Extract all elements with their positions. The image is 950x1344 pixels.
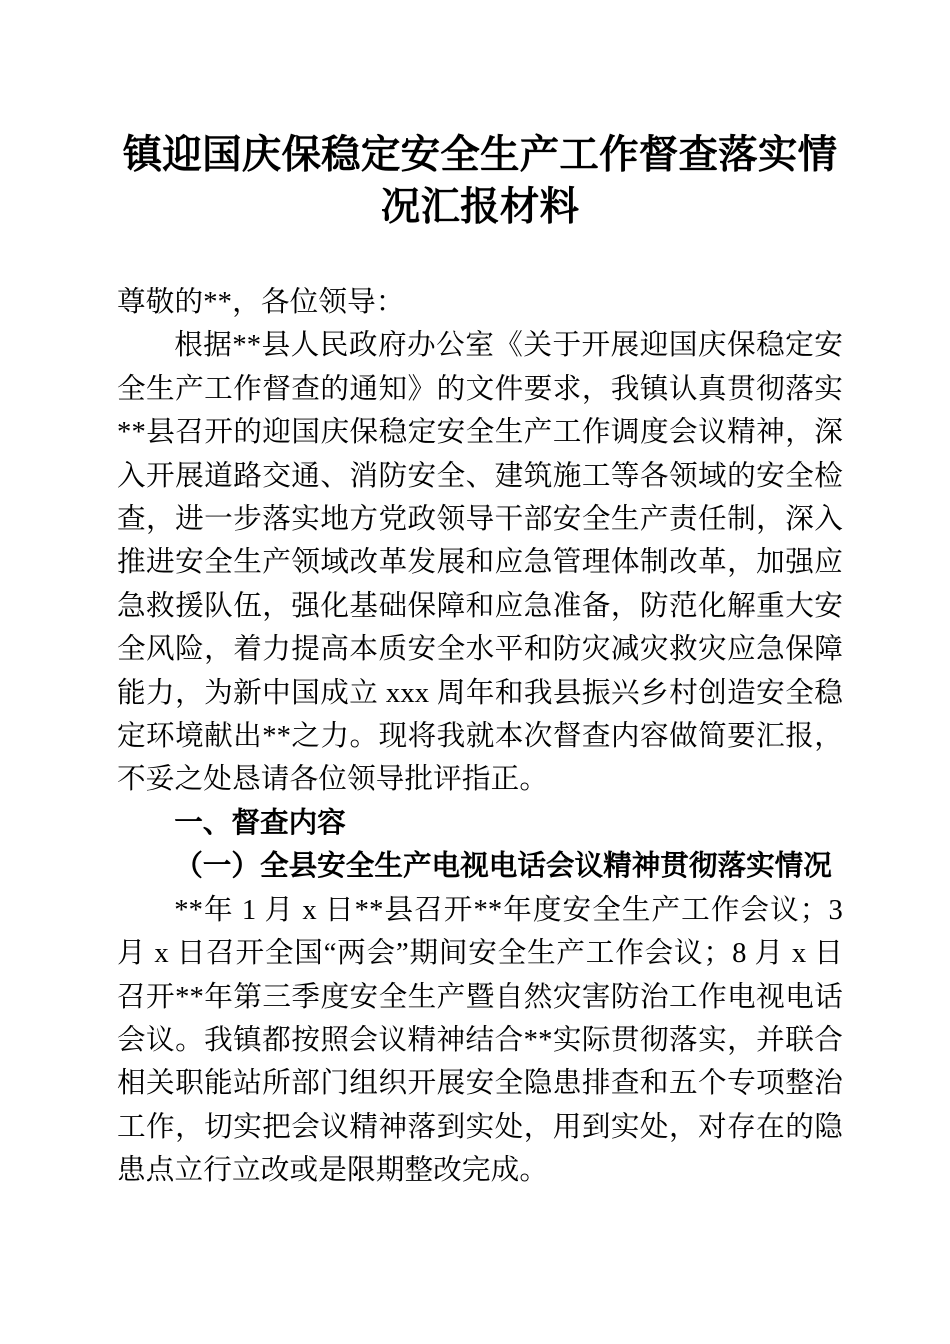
section-heading-level-1: 一、督查内容	[174, 806, 346, 839]
section-heading-level-2: （一）全县安全生产电视电话会议精神贯彻落实情况	[174, 851, 832, 883]
page-title: 镇迎国庆保稳定安全生产工作督查落实情况汇报材料	[122, 133, 838, 229]
paragraph-intro: 根据**县人民政府办公室《关于开展迎国庆保稳定安全生产工作督查的通知》的文件要求，我镇认真贯彻落实**县召开的迎国庆保稳定安全生产工作调度会议精神，深入开展道路交通、消防安全、建筑施工等各领域的安全检查，进一步落实地方党政领导干部安全生产责任制，深入推进安全生产领域改革发展和应急管理体制改革，加强应急救援队伍，强化基础保障和应急准备，防范化解重大安全风险，着力提高本质安全水平和防灾减灾救灾应急保障能力，为新中国成立 xxx 周年和我县振兴乡村创造安全稳定环境献出**之力。现将我就本次督查内容做简要汇报，不妥之处恳请各位领导批评指正。	[117, 330, 843, 796]
document-content-column	[117, 0, 843, 1193]
paragraph-section-body: **年 1 月 x 日**县召开**年度安全生产工作会议；3 月 x 日召开全国“两会”期间安全生产工作会议；8 月 x 日召开**年第三季度安全生产暨自然灾害防治工作电视电话会议。我镇都按照会议精神结合**实际贯彻落实，并联合相关职能站所部门组织开展安全隐患排查和五个专项整治工作，切实把会议精神落到实处，用到实处，对存在的隐患点立行立改或是限期整改完成。	[117, 894, 843, 1187]
salutation-line: 尊敬的**，各位领导：	[117, 287, 405, 318]
